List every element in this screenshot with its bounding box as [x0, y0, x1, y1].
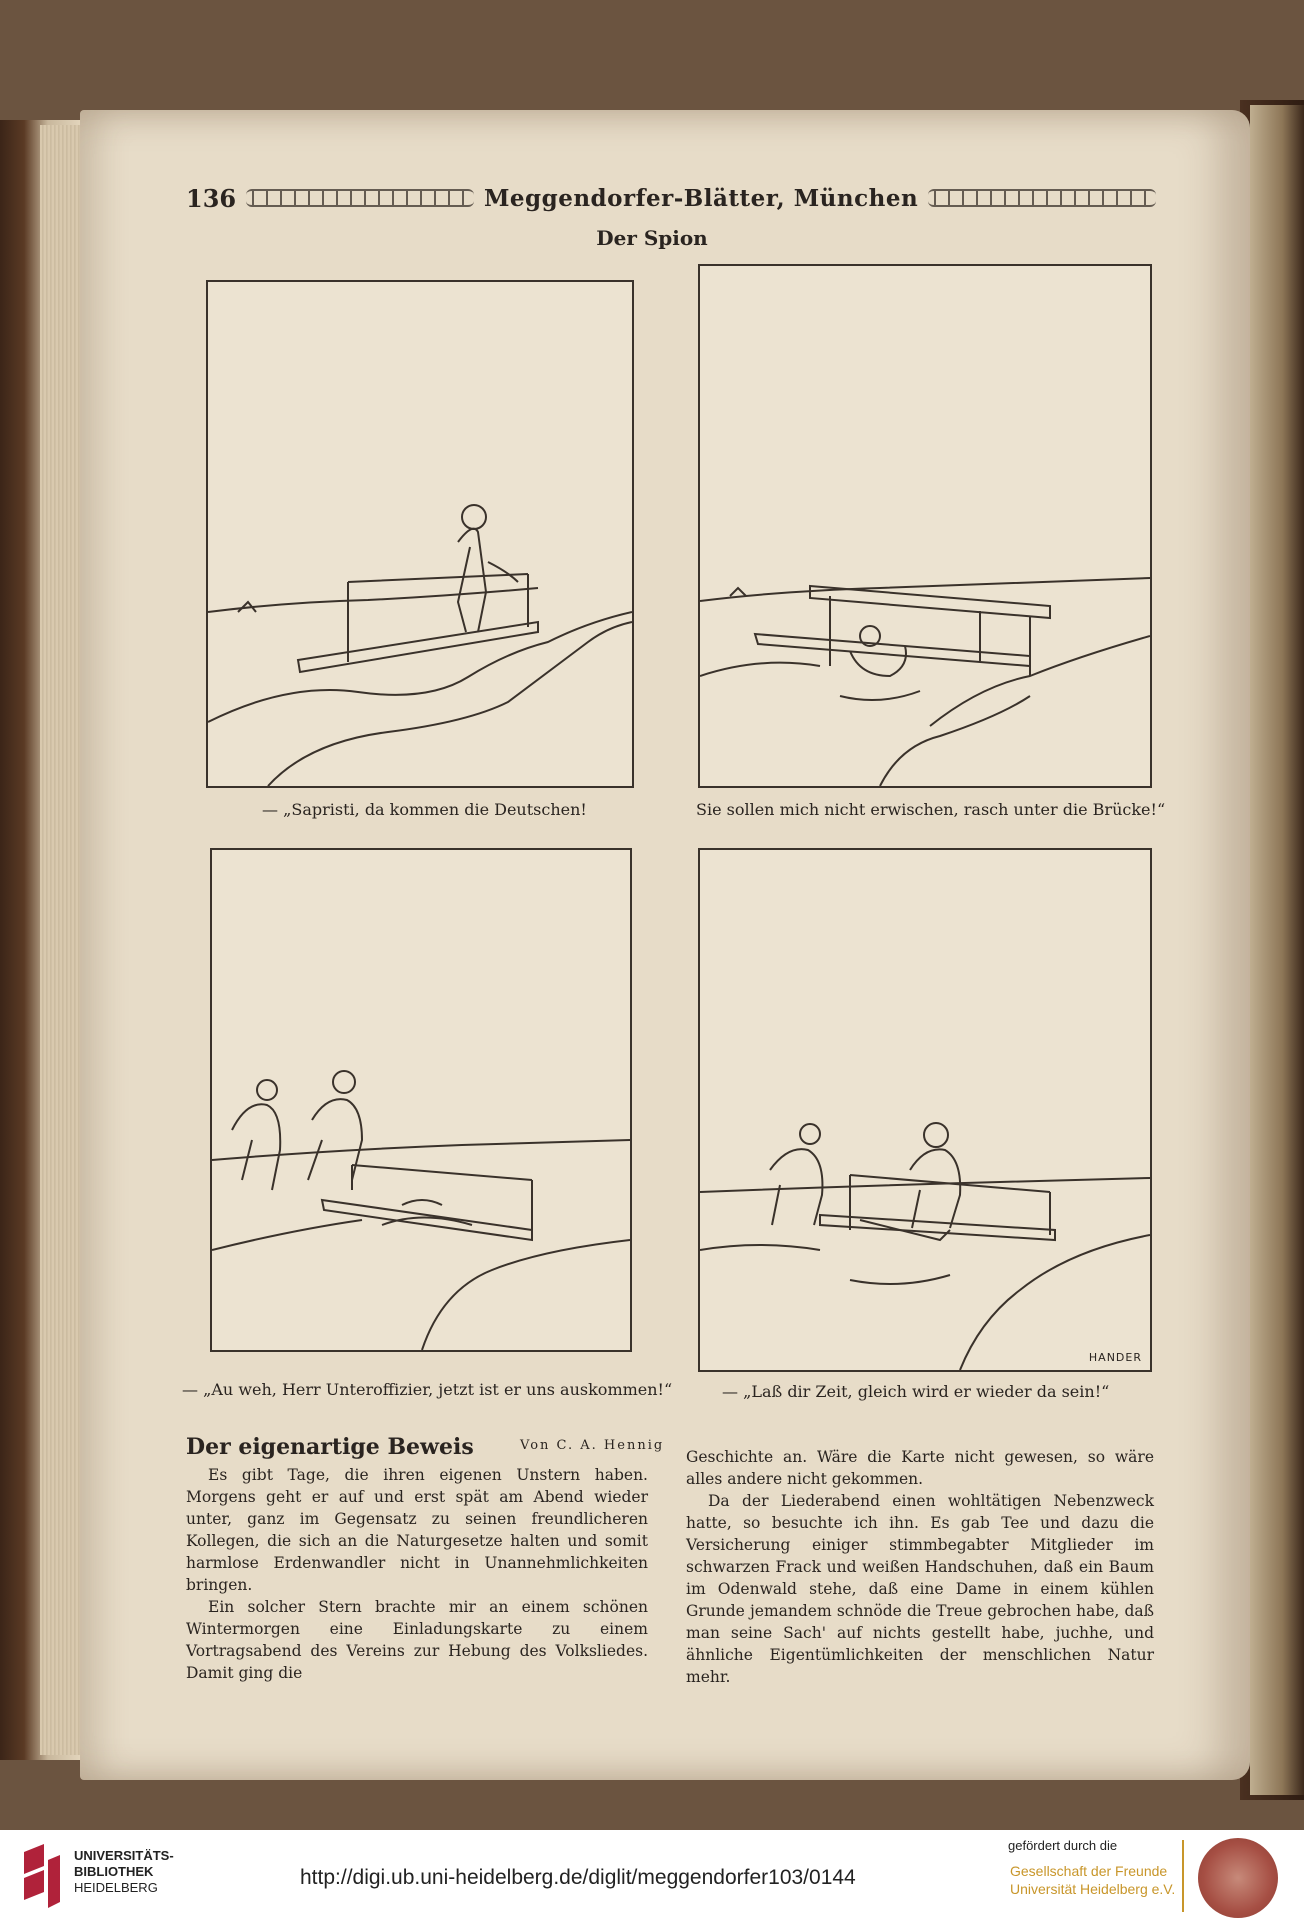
panel-2-caption: Sie sollen mich nicht erwischen, rasch unter die Brücke!“: [696, 800, 1166, 819]
ub-logo-icon: [20, 1842, 64, 1910]
header-ornament-left: [246, 189, 474, 207]
paragraph: Geschichte an. Wäre die Karte nicht gewesen, so wäre alles andere nicht gekommen.: [686, 1448, 1154, 1488]
cartoon-panel-4: [698, 848, 1152, 1372]
cartoon-title: Der Spion: [596, 226, 708, 250]
cartoon-panel-3: [210, 848, 632, 1352]
page-header: [186, 178, 1166, 218]
panel-4-drawing: [700, 850, 1150, 1370]
footer-bar: [0, 1830, 1304, 1922]
page-number: 136: [186, 183, 237, 213]
panel-1-caption: — „Sapristi, da kommen die Deutschen!: [262, 800, 587, 819]
cartoon-panel-1: [206, 280, 634, 788]
article-author: Von C. A. Hennig: [520, 1438, 665, 1453]
permalink-url[interactable]: http://digi.ub.uni-heidelberg.de/diglit/meggendorfer103/0144: [300, 1866, 856, 1889]
footer-divider: [1182, 1840, 1184, 1912]
article-title: Der eigenartige Beweis: [186, 1434, 474, 1460]
panel-4-caption: — „Laß dir Zeit, gleich wird er wieder da sein!“: [722, 1382, 1110, 1401]
funded-by-label: gefördert durch die: [1008, 1838, 1118, 1853]
cartoon-panel-2: [698, 264, 1152, 788]
artist-signature: HANDER: [1088, 1351, 1142, 1364]
article-column-2: [686, 1446, 1154, 1688]
paragraph: Ein solcher Stern brachte mir an einem schönen Wintermorgen eine Einladungskarte zu einem Vortragsabend des Vereins zur Hebung des Volksliedes. Damit ging die: [186, 1598, 648, 1682]
panel-3-caption: — „Au weh, Herr Unteroffizier, jetzt ist er uns auskommen!“: [182, 1380, 673, 1399]
society-name: Gesellschaft der Freunde Universität Heidelberg e.V.: [1010, 1863, 1176, 1897]
header-ornament-right: [928, 189, 1156, 207]
next-page-edge: [1250, 105, 1304, 1795]
university-seal-icon: [1198, 1838, 1278, 1918]
paragraph: Da der Liederabend einen wohltätigen Nebenzweck hatte, so besuchte ich ihn. Es gab Tee und dazu die Versicherung einiger stimmbegabter Mitglieder im schwarzen Frack und weißen Handschuhen, daß ein Baum im Odenwald stehe, daß eine Dame in einem kühlen Grunde jemandem schnöde die Treue gebrochen habe, daß man seine Sach' auf nichts gestellt habe, juchhe, und ähnliche Eigentümlichkeiten der menschlichen Natur mehr.: [686, 1492, 1154, 1686]
panel-1-drawing: [208, 282, 632, 786]
magazine-title: Meggendorfer-Blätter, München: [483, 184, 919, 212]
panel-3-drawing: [212, 850, 630, 1350]
article-column-1: [186, 1464, 648, 1684]
panel-2-drawing: [700, 266, 1150, 786]
paragraph: Es gibt Tage, die ihren eigenen Unstern haben. Morgens geht er auf und erst spät am Abend wieder unter, ganz im Gegensatz zu seinen freundlicheren Kollegen, die sich an die Naturgesetze halten und somit harmlose Erdenwandler nicht in Unannehmlichkeiten bringen.: [186, 1466, 648, 1594]
library-name: UNIVERSITÄTS- BIBLIOTHEK HEIDELBERG: [74, 1848, 174, 1895]
